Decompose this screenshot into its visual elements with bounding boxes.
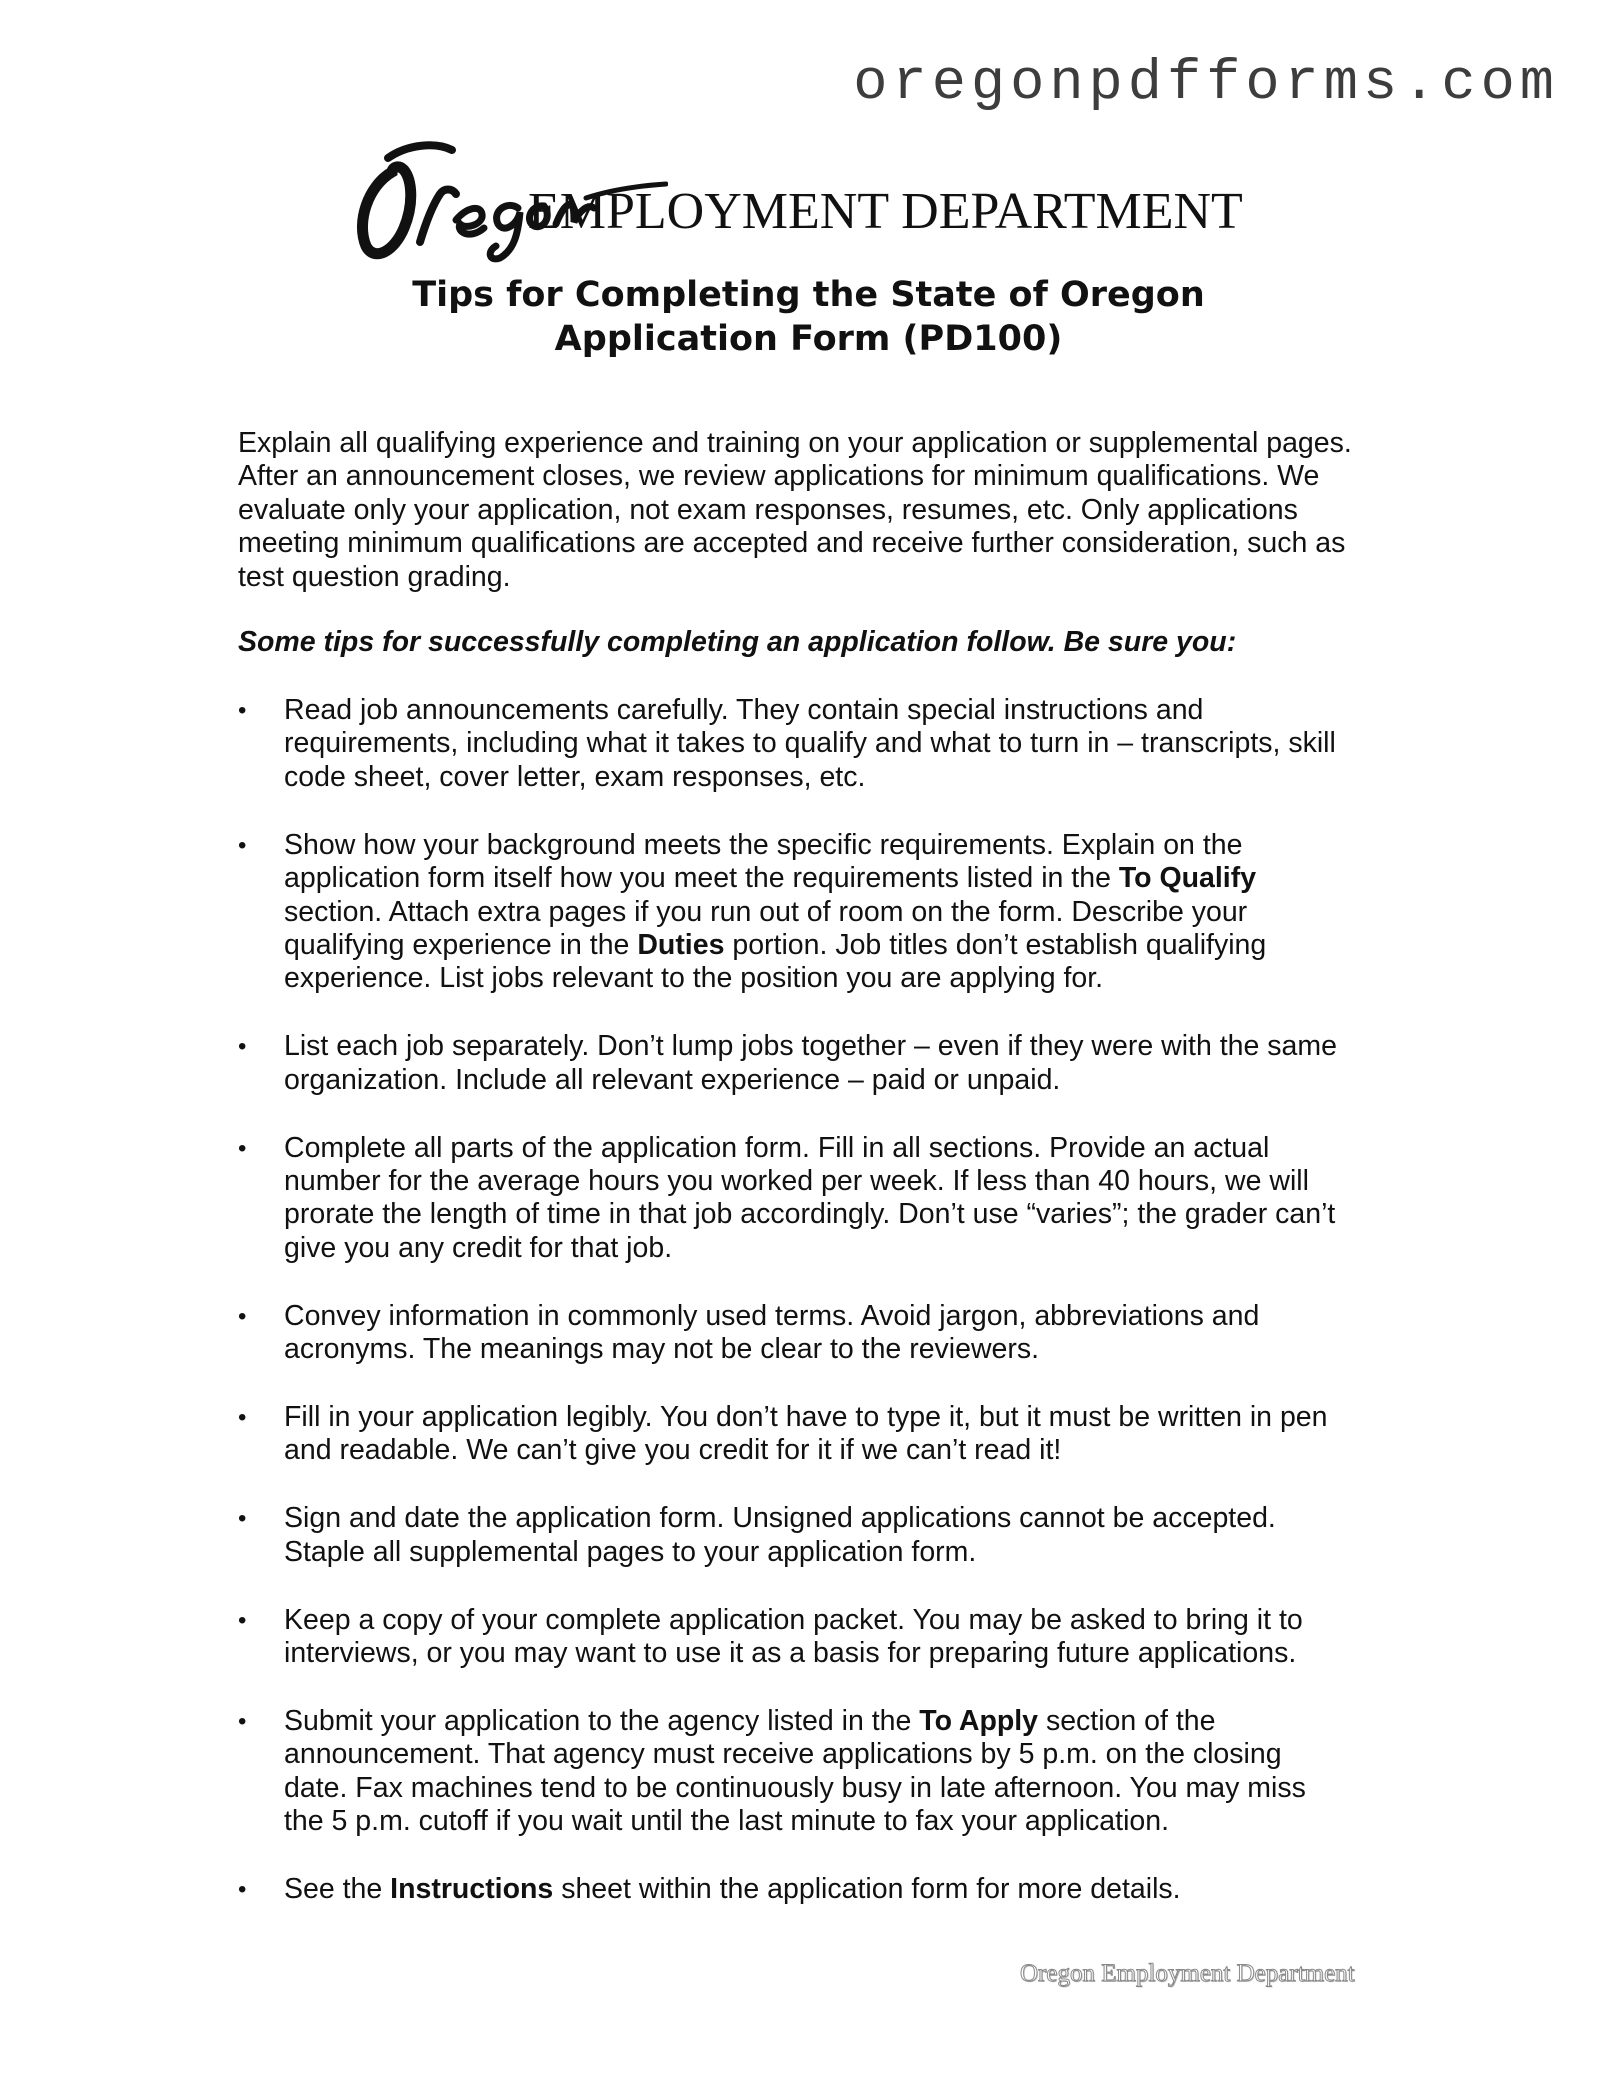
tip-line: Staple all supplemental pages to your application form. [284,1535,977,1568]
bullet-icon: • [238,831,247,859]
tip-text: Submit your application to the agency listed in the [284,1704,920,1737]
tip-text: sheet within the application form for more details. [553,1873,1181,1906]
tip-submit-application [238,1705,1438,1839]
tip-line [284,929,1438,962]
tip-keep-copy [238,1604,1438,1671]
instructions-term: Instructions [390,1873,554,1906]
bullet-icon: • [238,1033,247,1061]
oregon-employment-department-logo [348,124,1278,264]
tip-see-instructions [238,1873,1438,1906]
tip-line: interviews, or you may want to use it as a basis for preparing future applications. [284,1637,1297,1670]
tip-line: Show how your background meets the specific requirements. Explain on the [284,828,1243,861]
title-line-2: Application Form (PD100) [554,319,1063,359]
tip-line: experience. List jobs relevant to the position you are applying for. [284,962,1104,995]
to-apply-term: To Apply [919,1704,1039,1737]
tip-line: Convey information in commonly used terms. Avoid jargon, abbreviations and [284,1299,1260,1332]
to-qualify-term: To Qualify [1118,862,1257,895]
tips-lead-heading: Some tips for successfully completing an application follow. Be sure you: [238,626,1237,658]
tip-line: announcement. That agency must receive applications by 5 p.m. on the closing [284,1738,1282,1771]
title-line-1: Tips for Completing the State of Oregon [412,275,1205,315]
intro-paragraph [238,427,1388,594]
tip-fill-legibly [238,1401,1438,1468]
bullet-icon: • [238,1134,247,1162]
intro-line: test question grading. [238,560,511,593]
intro-line: After an announcement closes, we review applications for minimum qualifications. We [238,460,1320,493]
tip-line: Keep a copy of your complete application packet. You may be asked to bring it to [284,1603,1303,1636]
intro-line: meeting minimum qualifications are accepted and receive further consideration, such as [238,527,1346,560]
tip-line [284,862,1438,895]
tip-text: qualifying experience in the [284,928,638,961]
tip-complete-all-parts [238,1132,1438,1266]
tip-text: See the [284,1873,391,1906]
tip-show-background [238,829,1438,996]
watermark-text: oregonpdfforms.com [853,52,1559,116]
tip-line: the 5 p.m. cutoff if you wait until the last minute to fax your application. [284,1805,1170,1838]
tip-line: acronyms. The meanings may not be clear to the reviewers. [284,1333,1040,1366]
tip-list-jobs-separately [238,1030,1438,1097]
tips-list [238,694,1438,1941]
tip-line: section. Attach extra pages if you run out of room on the form. Describe your [284,895,1248,928]
tip-line: and readable. We can’t give you credit for it if we can’t read it! [284,1434,1062,1467]
tip-line: number for the average hours you worked per week. If less than 40 hours, we will [284,1164,1309,1197]
bullet-icon: • [238,1876,247,1904]
bullet-icon: • [238,1302,247,1330]
department-name: EMPLOYMENT DEPARTMENT [528,183,1243,240]
tip-line: date. Fax machines tend to be continuously busy in late afternoon. You may miss [284,1771,1306,1804]
tip-text: section of the [1038,1704,1216,1737]
tip-line: Complete all parts of the application form. Fill in all sections. Provide an actual [284,1131,1270,1164]
tip-read-announcements [238,694,1438,794]
tip-line: Sign and date the application form. Unsigned applications cannot be accepted. [284,1502,1276,1535]
tip-line: List each job separately. Don’t lump jobs together – even if they were with the same [284,1030,1337,1063]
tip-common-terms [238,1300,1438,1367]
intro-line: evaluate only your application, not exam responses, resumes, etc. Only applications [238,493,1298,526]
bullet-icon: • [238,1606,247,1634]
page-title [0,273,1617,361]
bullet-icon: • [238,1404,247,1431]
tip-line: Fill in your application legibly. You don’t have to type it, but it must be written in pen [284,1401,1328,1433]
tip-line: give you any credit for that job. [284,1231,673,1264]
tip-text: application form itself how you meet the requirements listed in the [284,862,1119,895]
bullet-icon: • [238,1707,247,1735]
duties-term: Duties [637,928,725,961]
bullet-icon: • [238,1505,247,1533]
tip-text: portion. Job titles don’t establish qualifying [724,928,1267,961]
tip-line: organization. Include all relevant experience – paid or unpaid. [284,1063,1061,1096]
footer-agency-name: Oregon Employment Department [1020,1960,1355,1987]
tip-line [284,1873,1438,1906]
tip-sign-and-date [238,1502,1438,1569]
tip-line: requirements, including what it takes to qualify and what to turn in – transcripts, skill [284,727,1336,760]
tip-line: code sheet, cover letter, exam responses, etc. [284,760,866,793]
tip-line: Read job announcements carefully. They contain special instructions and [284,694,1204,726]
bullet-icon: • [238,697,247,724]
intro-line: Explain all qualifying experience and training on your application or supplemental pages. [238,427,1352,459]
tip-line [284,1705,1438,1738]
tip-line: prorate the length of time in that job accordingly. Don’t use “varies”; the grader can’t [284,1198,1336,1231]
